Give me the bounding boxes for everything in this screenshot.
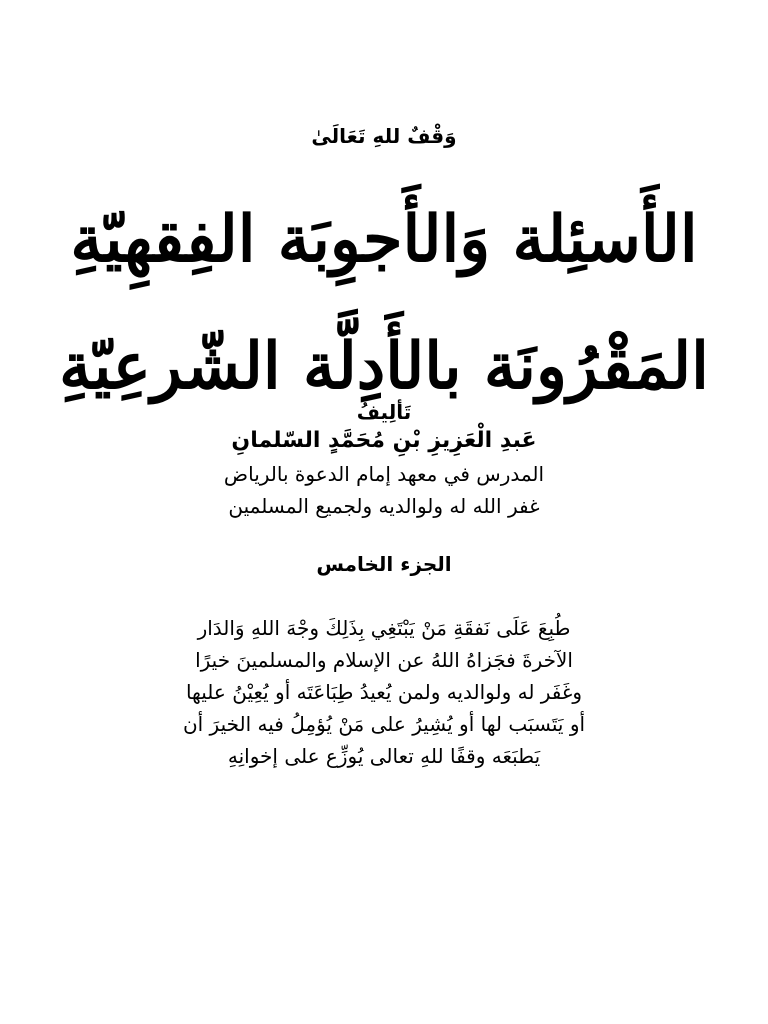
author-prayer: غفر الله له ولوالديه ولجميع المسلمين: [228, 494, 540, 518]
author-position: المدرس في معهد إمام الدعوة بالرياض: [223, 462, 545, 486]
volume-label: الجزء الخامس: [316, 552, 452, 576]
dedication-line: طُبِعَ عَلَى نَفقَةِ مَنْ يَبْتَغِي بِذَلِكَ وجْهَ اللهِ وَالدَار: [197, 616, 571, 640]
book-title-line-2: المَقْرُونَة بالأَدِلَّة الشّرعِيّةِ: [59, 329, 709, 404]
author-name: عَبدِ الْعَزِيزِ بْنِ مُحَمَّدٍ السّلمانِ: [231, 428, 537, 453]
dedication-paragraph: [150, 612, 618, 772]
dedication-line: الآخرةَ فجَزاهُ اللهُ عن الإسلام والمسلمينَ خيرًا: [195, 648, 573, 672]
book-title-line-1: الأَسئِلة وَالأَجوِبَة الفِقهِيّةِ: [70, 202, 698, 277]
waqf-notice: وَقْفٌ للهِ تَعَالَىٰ: [311, 124, 457, 148]
authorship-label: تَألِيفُ: [356, 400, 412, 424]
dedication-line: وغَفَر له ولوالديه ولمن يُعيدُ طِبَاعَتَه أو يُعِيْنُ عليها: [185, 680, 583, 704]
dedication-line: يَطبَعَه وقفًا للهِ تعالى يُوزِّع على إخوانِهِ: [227, 744, 541, 768]
dedication-line: أو يَتَسبَب لها أو يُشِيرُ على مَنْ يُؤمِلُ فيه الخيرَ أن: [182, 712, 586, 736]
